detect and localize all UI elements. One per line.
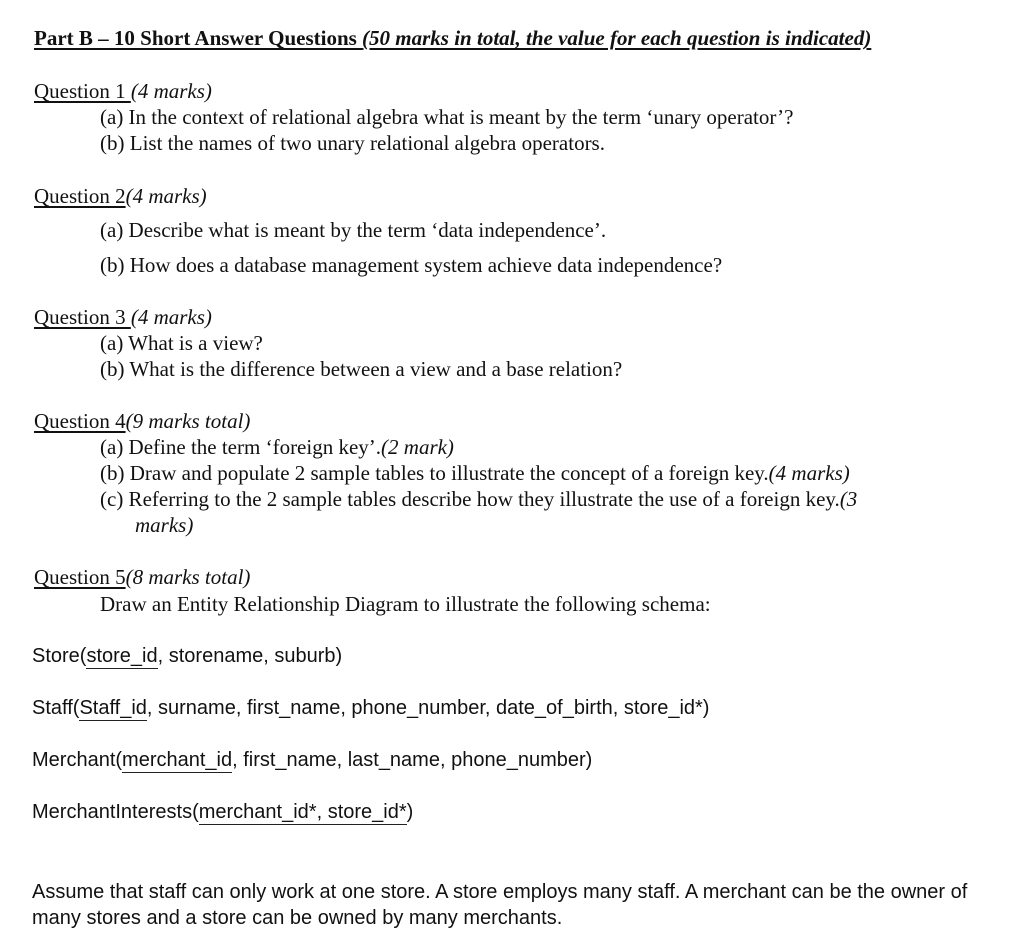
question-4c-text: (c) Referring to the 2 sample tables describe how they illustrate the use of a foreign key. [100,487,840,511]
question-3-name: Question 3 [34,305,131,329]
question-4b-text: (b) Draw and populate 2 sample tables to illustrate the concept of a foreign key. [100,461,769,485]
section-heading [34,26,871,51]
schema-merchant-interests [32,801,413,824]
question-3-marks: (4 marks) [130,305,212,329]
question-4-marks: (9 marks total) [125,409,251,433]
schema-merchant-key: merchant_id [122,749,233,771]
question-2-marks: (4 marks) [125,184,207,208]
question-1a: (a) In the context of relational algebra what is meant by the term ‘unary operator’? [100,105,794,129]
schema-store [32,645,342,668]
question-1-title [34,79,212,104]
schema-interests-rest: ) [406,801,414,823]
schema-staff-key: Staff_id [79,697,147,719]
schema-staff-rest: , surname, first_name, phone_number, date_of_birth, store_id*) [146,697,710,719]
question-3a: (a) What is a view? [100,331,263,355]
question-4c-marks-end: marks) [135,513,194,537]
question-4b-marks: (4 marks) [768,461,850,485]
schema-interests-name: MerchantInterests( [32,801,199,823]
schema-store-key: store_id [86,645,158,667]
schema-store-rest: , storename, suburb) [157,645,343,667]
question-4c-marks-start: (3 [839,487,858,511]
question-4-title [34,409,250,434]
question-4a [100,435,454,460]
schema-staff [32,697,709,720]
question-2-title [34,184,207,209]
question-5-marks: (8 marks total) [125,565,251,589]
question-1-name: Question 1 [34,79,131,103]
question-4c [100,487,857,512]
question-4-name: Question 4 [34,409,126,433]
question-4a-text: (a) Define the term ‘foreign key’. [100,435,382,459]
question-4b [100,461,850,486]
section-heading-note: (50 marks in total, the value for each question is indicated) [362,26,872,50]
assumption-paragraph: Assume that staff can only work at one store. A store employs many staff. A merchant can be the owner of many stores and a store can be owned by many merchants. [32,881,968,929]
question-2-name: Question 2 [34,184,126,208]
section-heading-main: Part B – 10 Short Answer Questions [34,26,363,50]
schema-merchant-rest: , first_name, last_name, phone_number) [232,749,593,771]
question-2a: (a) Describe what is meant by the term ‘data independence’. [100,218,607,242]
question-5-title [34,565,250,590]
question-4a-marks: (2 mark) [381,435,454,459]
schema-interests-key: merchant_id*, store_id* [198,801,407,823]
question-3-title [34,305,212,330]
question-1-marks: (4 marks) [130,79,212,103]
schema-merchant [32,749,592,772]
schema-store-name: Store( [32,645,87,667]
question-5-instruction: Draw an Entity Relationship Diagram to illustrate the following schema: [100,592,711,616]
question-5-name: Question 5 [34,565,126,589]
schema-merchant-name: Merchant( [32,749,123,771]
schema-staff-name: Staff( [32,697,80,719]
question-1b: (b) List the names of two unary relational algebra operators. [100,131,605,155]
question-2b: (b) How does a database management system achieve data independence? [100,253,723,277]
question-3b: (b) What is the difference between a view and a base relation? [100,357,623,381]
